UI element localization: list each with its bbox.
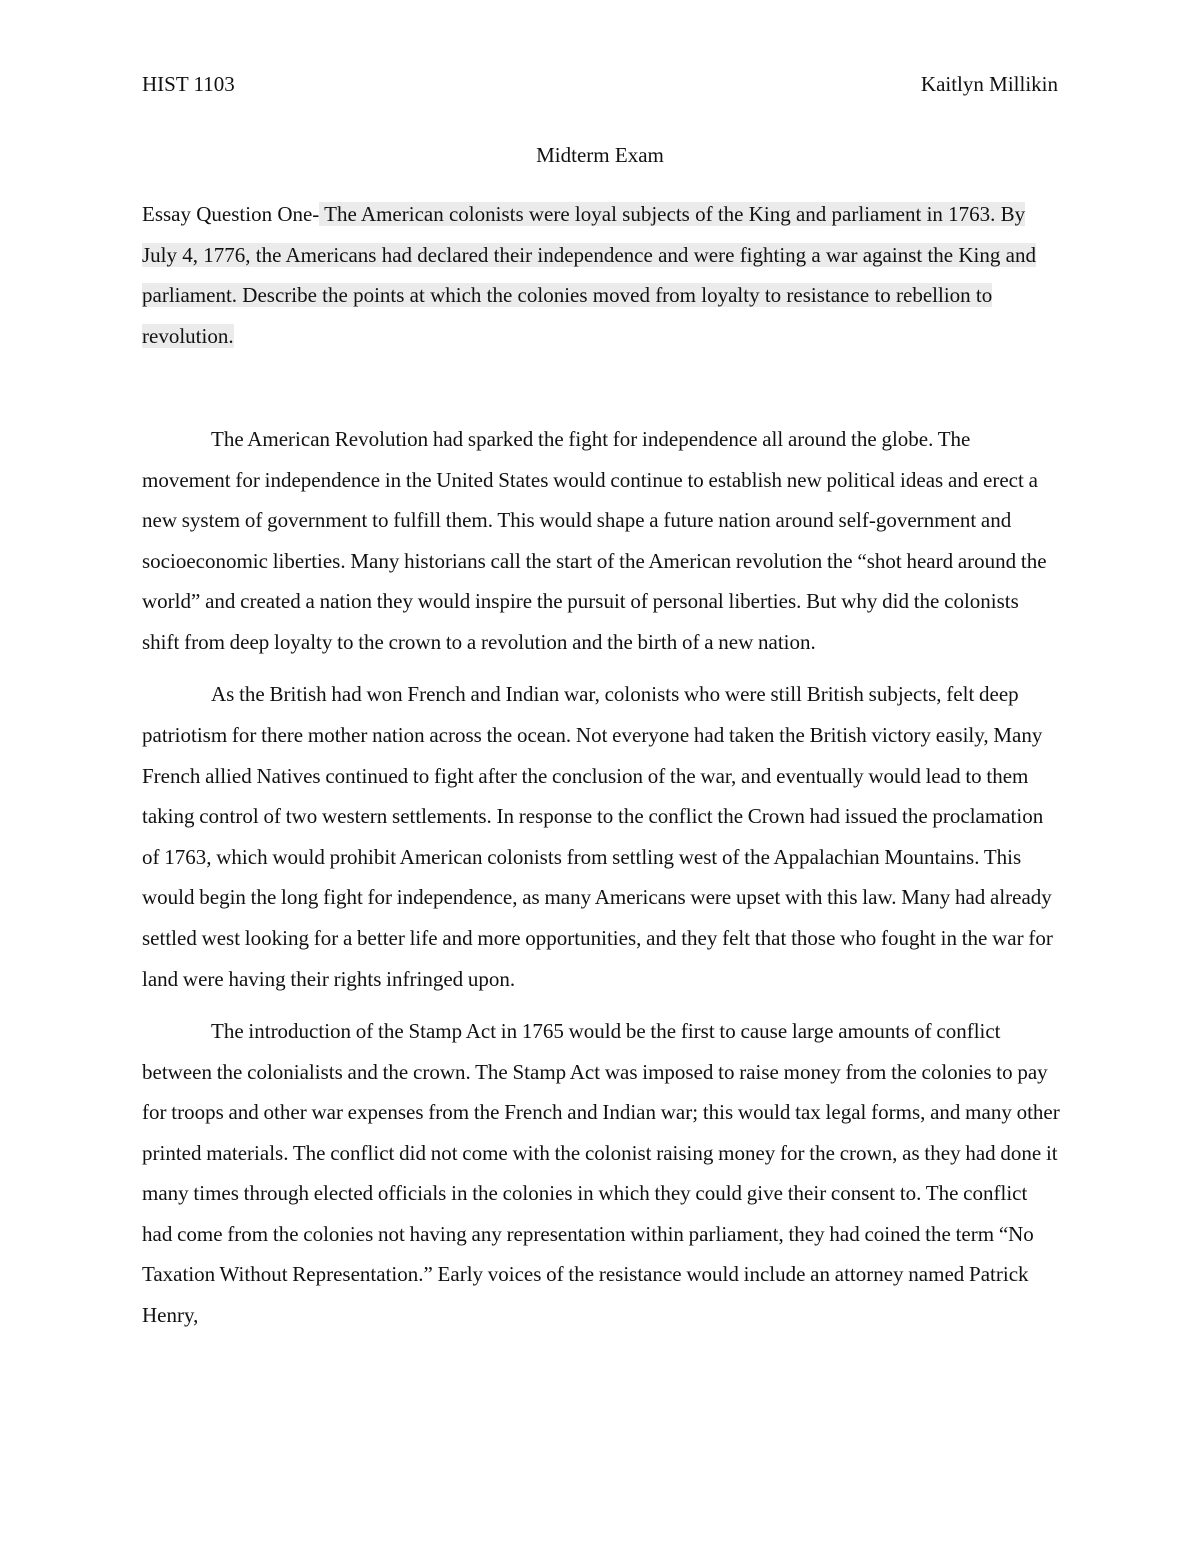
- question-text-highlighted: The American colonists were loyal subjects of the King and parliament in 1763. By July 4, 1776, the Americans had declared their independence and were fighting a war against the King and parliament. Describe the points at which the colonies moved from loyalty to resistance to rebellion to revolution.: [142, 202, 1036, 348]
- question-label: Essay Question One-: [142, 202, 320, 226]
- author-name: Kaitlyn Millikin: [920, 72, 1058, 96]
- body-paragraph: The introduction of the Stamp Act in 1765 would be the first to cause large amounts of conflict between the colonialists and the crown. The Stamp Act was imposed to raise money from the colonies to pay for troops and other war expenses from the French and Indian war; this would tax legal forms, and many other printed materials. The conflict did not come with the colonist raising money for the crown, as they had done it many times through elected officials in the colonies in which they could give their consent to. The conflict had come from the colonies not having any representation within parliament, they had coined the term “No Taxation Without Representation.” Early voices of the resistance would include an attorney named Patrick Henry,: [142, 1018, 1060, 1328]
- essay-body: [142, 419, 1060, 1347]
- course-code: HIST 1103: [142, 72, 235, 96]
- document-title: Midterm Exam: [536, 143, 664, 167]
- page-header: [142, 72, 1058, 102]
- body-paragraph: As the British had won French and Indian war, colonists who were still British subjects, felt deep patriotism for there mother nation across the ocean. Not everyone had taken the British victory easily, Many French allied Natives continued to fight after the conclusion of the war, and eventually would lead to them taking control of two western settlements. In response to the conflict the Crown had issued the proclamation of 1763, which would prohibit American colonists from settling west of the Appalachian Mountains. This would begin the long fight for independence, as many Americans were upset with this law. Many had already settled west looking for a better life and more opportunities, and they felt that those who fought in the war for land were having their rights infringed upon.: [142, 682, 1053, 991]
- body-paragraph: The American Revolution had sparked the fight for independence all around the globe. The movement for independence in the United States would continue to establish new political ideas and erect a new system of government to fulfill them. This would shape a future nation around self-government and socioeconomic liberties. Many historians call the start of the American revolution the “shot heard around the world” and created a nation they would inspire the pursuit of personal liberties. But why did the colonists shift from deep loyalty to the crown to a revolution and the birth of a new nation.: [142, 427, 1047, 654]
- essay-question: [142, 194, 1062, 356]
